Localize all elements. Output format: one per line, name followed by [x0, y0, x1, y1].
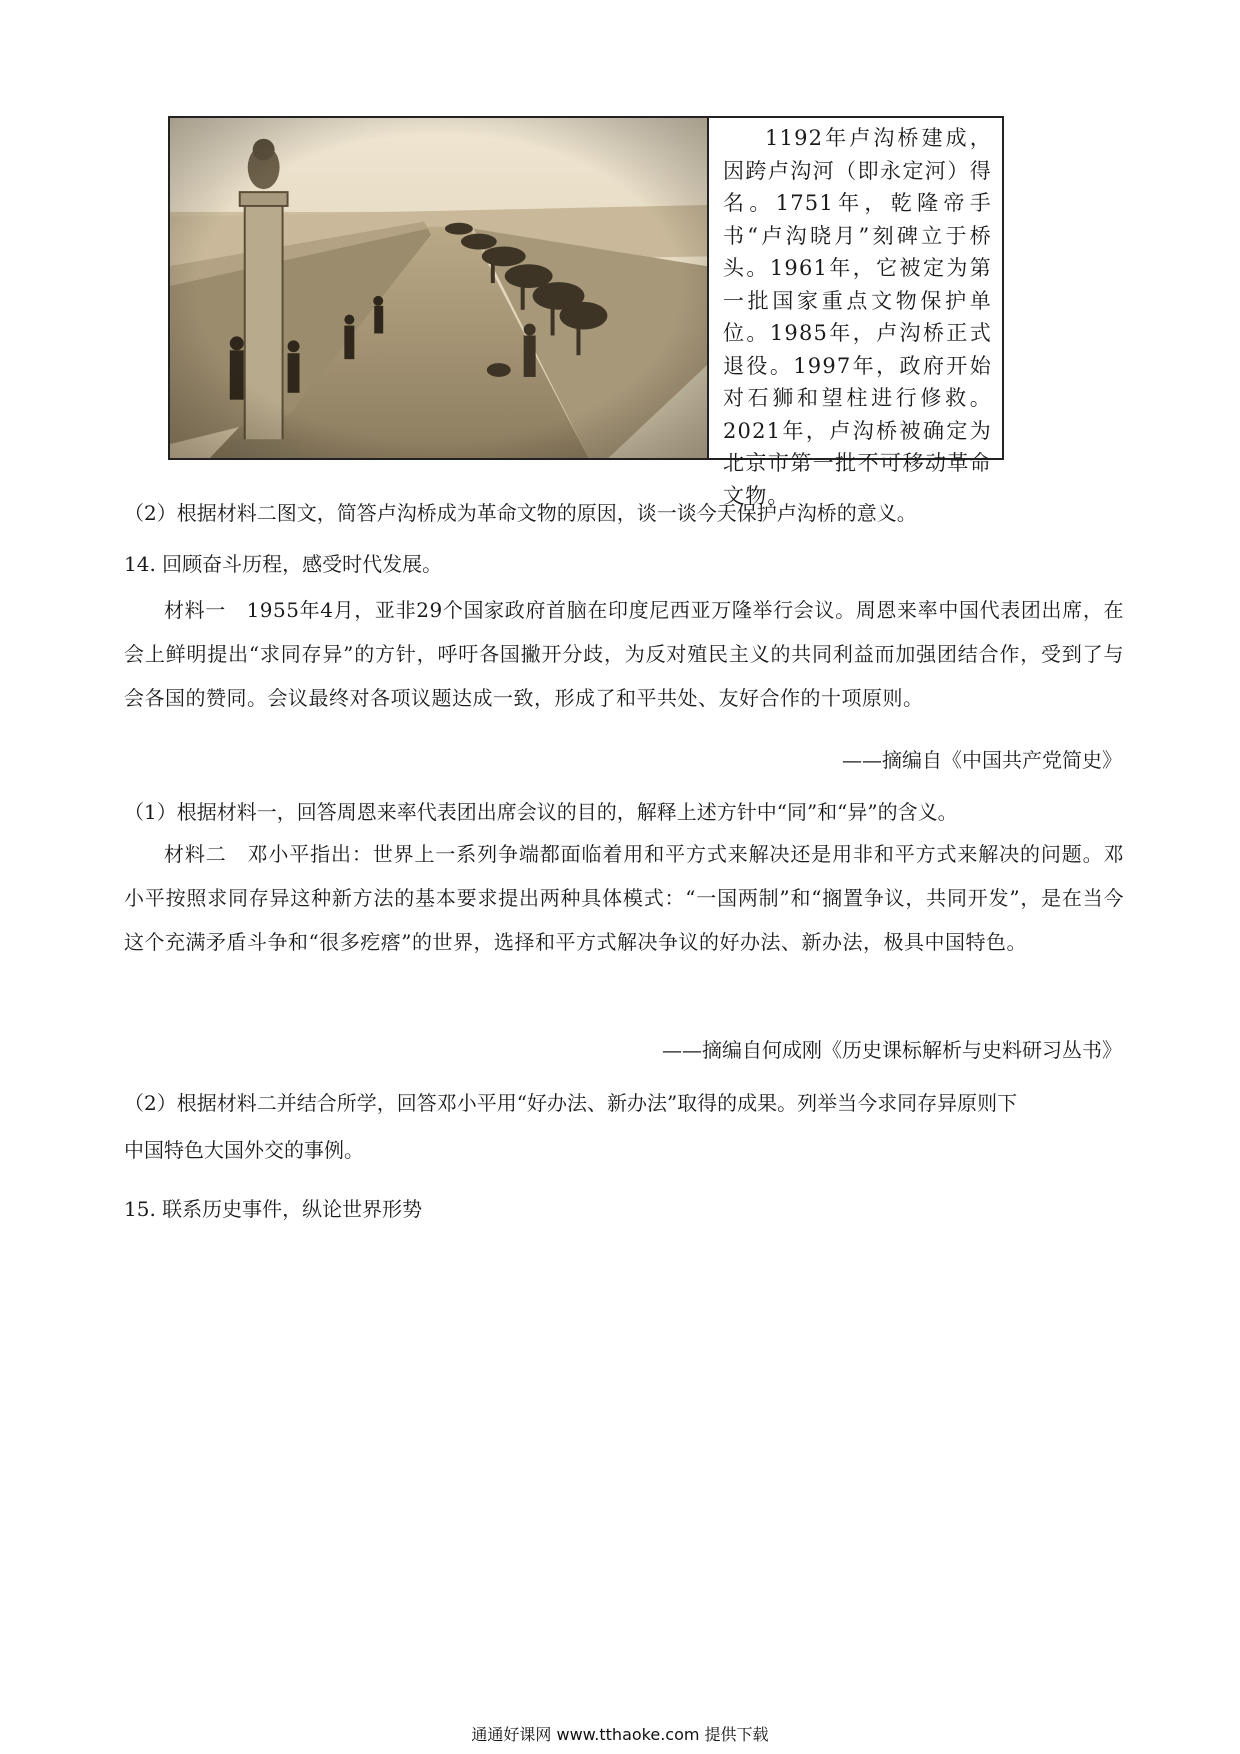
bridge-photo-drawing: [170, 118, 707, 458]
q14-material1: 材料一 1955年4月，亚非29个国家政府首脑在印度尼西亚万隆举行会议。周恩来率中国代表团出席，在会上鲜明提出“求同存异”的方针，呼吁各国撇开分歧，为反对殖民主义的共同利益而加强团结合作，受到了与会各国的赞同。会议最终对各项议题达成一致，形成了和平共处、友好合作的十项原则。: [124, 598, 1124, 710]
page-footer: 通通好课网 www.tthaoke.com 提供下载: [471, 1725, 769, 1744]
figure-caption: 1192年卢沟桥建成，因跨卢沟河（即永定河）得名。1751年，乾隆帝手书“卢沟晓月”刻碑立于桥头。1961年，它被定为第一批国家重点文物保护单位。1985年，卢沟桥正式退役。1997年，政府开始对石狮和望柱进行修救。2021年，卢沟桥被确定为北京市第一批不可移动革命文物。: [723, 126, 992, 508]
q14-part2-question-line2: 中国特色大国外交的事例。: [124, 1138, 364, 1162]
q14-title: 14. 回顾奋斗历程，感受时代发展。: [124, 552, 443, 576]
q14-material2: 材料二 邓小平指出：世界上一系列争端都面临着用和平方式来解决还是用非和平方式来解决的问题。邓小平按照求同存异这种新方法的基本要求提出两种具体模式：“一国两制”和“搁置争议，共同开发”，是在当今这个充满矛盾斗争和“很多疙瘩”的世界，选择和平方式解决争议的好办法、新办法，极具中国特色。: [124, 842, 1124, 954]
q14-source1: ——摘编自《中国共产党简史》: [842, 748, 1122, 772]
lugou-bridge-figure: [168, 116, 1004, 508]
q15-title: 15. 联系历史事件，纵论世界形势: [124, 1197, 423, 1221]
q13-part2-question: （2）根据材料二图文，简答卢沟桥成为革命文物的原因，谈一谈今天保护卢沟桥的意义。: [124, 501, 917, 525]
q14-part2-question-line1: （2）根据材料二并结合所学，回答邓小平用“好办法、新办法”取得的成果。列举当今求同存异原则下: [124, 1091, 1018, 1115]
q14-source2: ——摘编自何成刚《历史课标解析与史料研习丛书》: [662, 1038, 1122, 1062]
q14-part1-question: （1）根据材料一，回答周恩来率代表团出席会议的目的，解释上述方针中“同”和“异”的含义。: [124, 800, 958, 824]
lugou-bridge-photo: [170, 118, 709, 458]
